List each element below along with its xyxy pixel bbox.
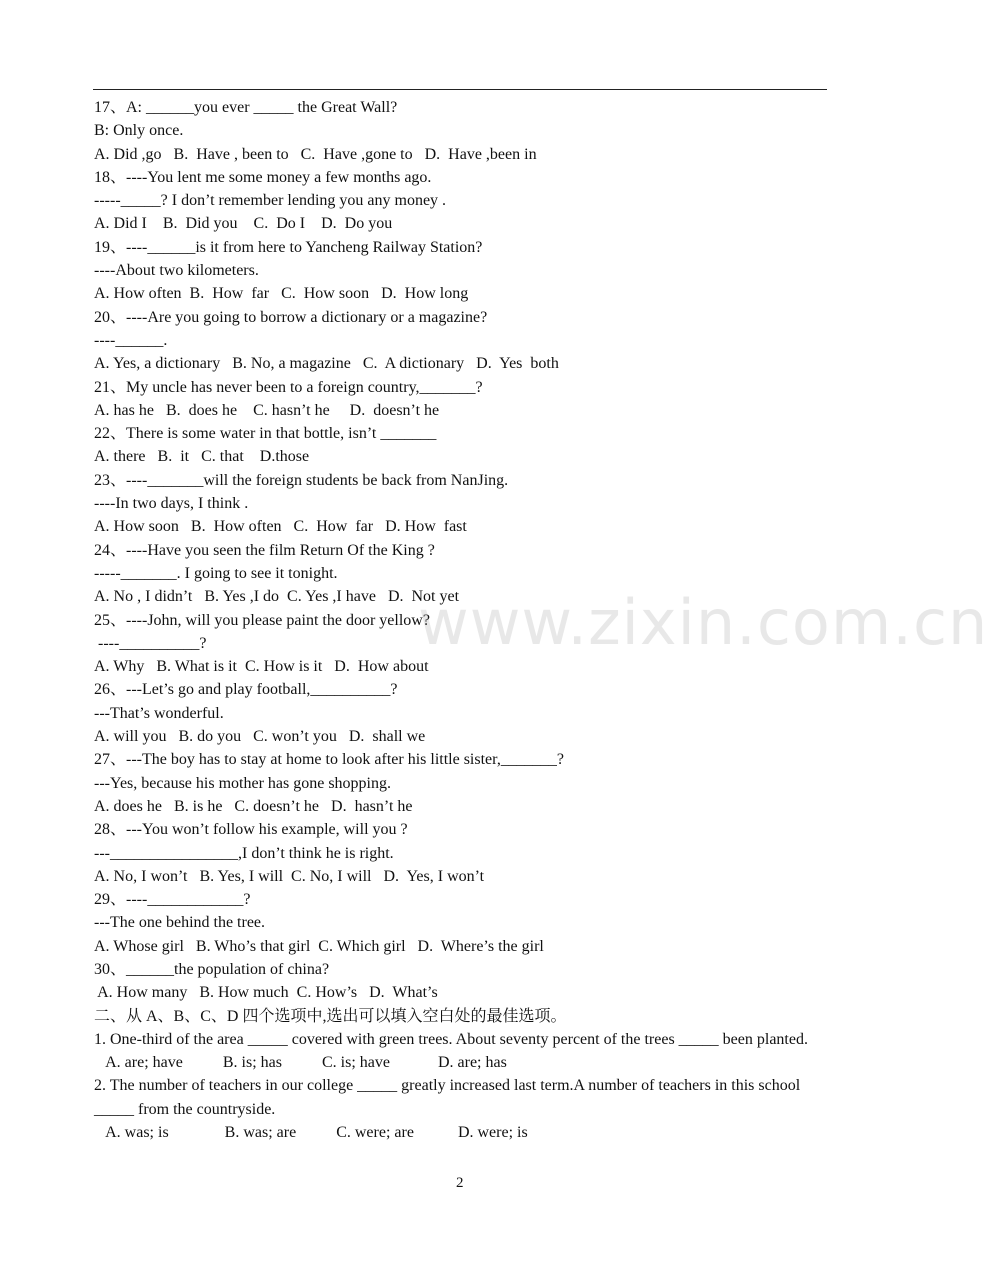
- options-line: A. Yes, a dictionary B. No, a magazine C. A dictionary D. Yes both: [94, 355, 559, 373]
- options-line: A. No , I didn’t B. Yes ,I do C. Yes ,I have D. Not yet: [94, 588, 460, 606]
- options-line: A. there B. it C. that D.those: [94, 448, 310, 466]
- question-line: 27、---The boy has to stay at home to look after his little sister,_______?: [94, 751, 564, 769]
- question-line: 20、----Are you going to borrow a dictionary or a magazine?: [94, 308, 488, 326]
- answer-line: ----__________?: [94, 634, 207, 652]
- question-line: 2. The number of teachers in our college _____ greatly increased last term.A number of teachers in this school _____ from the countryside.: [94, 1077, 801, 1118]
- options-line: A. Did ,go B. Have , been to C. Have ,gone to D. Have ,been in: [94, 145, 537, 163]
- options-line: A. was; is B. was; are C. were; are D. were; is: [94, 1124, 528, 1142]
- section-heading: 二、从 A、B、C、D 四个选项中,选出可以填入空白处的最佳选项。: [94, 1007, 567, 1025]
- watermark: www.zixin.com.cn: [418, 586, 988, 659]
- question-line: 1. One-third of the area _____ covered with green trees. About seventy percent of the trees _____ been planted.: [94, 1030, 808, 1048]
- answer-line: ---________________,I don’t think he is right.: [94, 844, 394, 862]
- question-line: 17、A: ______you ever _____ the Great Wall?: [94, 99, 398, 116]
- question-line: 29、----____________?: [94, 891, 251, 909]
- answer-line: -----_______. I going to see it tonight.: [94, 564, 338, 582]
- header-rule: [93, 89, 827, 90]
- question-line: 19、----______is it from here to Yancheng Railway Station?: [94, 238, 483, 256]
- question-line: 18、----You lent me some money a few months ago.: [94, 168, 432, 186]
- question-line: 25、----John, will you please paint the door yellow?: [94, 611, 430, 629]
- question-line: 23、----_______will the foreign students be back from NanJing.: [94, 471, 509, 489]
- options-line: A. Did I B. Did you C. Do I D. Do you: [94, 215, 393, 233]
- page-number: 2: [456, 1175, 464, 1191]
- answer-line: ----About two kilometers.: [94, 262, 259, 280]
- answer-line: ---Yes, because his mother has gone shopping.: [94, 774, 391, 792]
- question-line: 21、My uncle has never been to a foreign country,_______?: [94, 378, 483, 396]
- options-line: A. Why B. What is it C. How is it D. How about: [94, 658, 429, 676]
- question-line: 30、______the population of china?: [94, 960, 330, 978]
- options-line: A. No, I won’t B. Yes, I will C. No, I will D. Yes, I won’t: [94, 867, 485, 885]
- answer-line: ---That’s wonderful.: [94, 704, 224, 722]
- options-line: A. How often B. How far C. How soon D. How long: [94, 285, 469, 303]
- answer-line: ---The one behind the tree.: [94, 914, 266, 932]
- question-line: 22、There is some water in that bottle, isn’t _______: [94, 425, 437, 443]
- question-line: 28、---You won’t follow his example, will you ?: [94, 821, 408, 839]
- options-line: A. has he B. does he C. hasn’t he D. doesn’t he: [94, 401, 440, 419]
- options-line: A. are; have B. is; has C. is; have D. are; has: [94, 1054, 507, 1072]
- question-line: 26、---Let’s go and play football,__________?: [94, 681, 398, 699]
- options-line: A. Whose girl B. Who’s that girl C. Which girl D. Where’s the girl: [94, 937, 544, 955]
- options-line: A. How many B. How much C. How’s D. What’s: [94, 984, 438, 1002]
- answer-line: ----______.: [94, 331, 168, 349]
- question-line: 24、----Have you seen the film Return Of the King ?: [94, 541, 435, 559]
- answer-line: -----_____? I don’t remember lending you any money .: [94, 192, 447, 210]
- options-line: A. How soon B. How often C. How far D. How fast: [94, 518, 467, 536]
- answer-line: B: Only once.: [94, 122, 184, 140]
- options-line: A. does he B. is he C. doesn’t he D. hasn’t he: [94, 797, 413, 815]
- answer-line: ----In two days, I think .: [94, 495, 249, 513]
- options-line: A. will you B. do you C. won’t you D. shall we: [94, 728, 426, 746]
